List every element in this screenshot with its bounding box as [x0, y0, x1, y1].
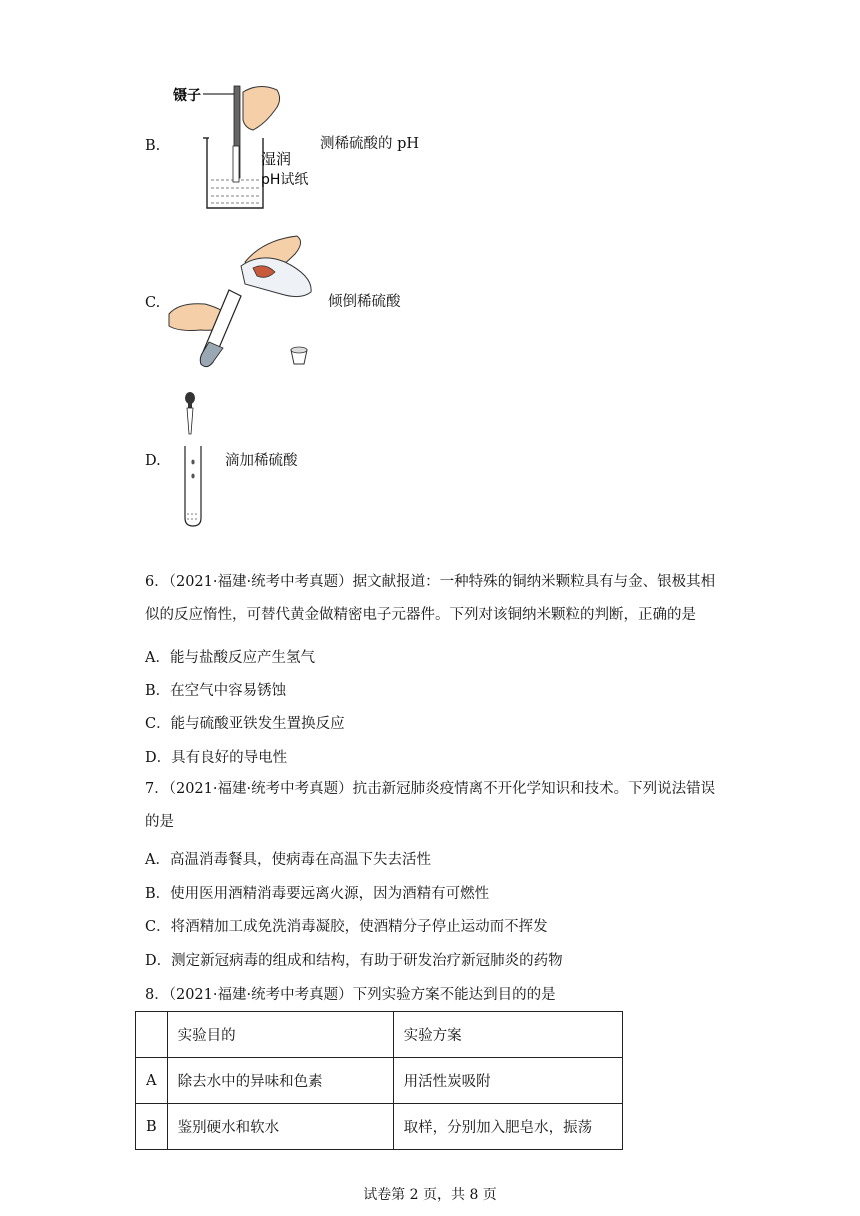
dropping-acid-figure	[175, 390, 215, 530]
table-row	[136, 1058, 623, 1104]
ph-test-figure	[165, 80, 309, 210]
q7-option-d: D．测定新冠病毒的组成和结构，有助于研发治疗新冠肺炎的药物	[145, 953, 563, 969]
pouring-acid-figure	[165, 232, 325, 372]
question-8-stem: 8．（2021·福建·统考中考真题）下列实验方案不能达到目的的是	[145, 987, 556, 1003]
q5-option-c-caption: 倾倒稀硫酸	[328, 294, 401, 310]
q7-option-b: B．使用医用酒精消毒要远离火源，因为酒精有可燃性	[145, 886, 490, 902]
table-header-cell: 实验方案	[393, 1012, 622, 1058]
ph-paper-label-2: pH试纸	[261, 172, 309, 188]
q6-option-b: B．在空气中容易锈蚀	[145, 683, 287, 699]
experiment-table	[135, 1011, 623, 1150]
q5-option-c-label: C.	[145, 295, 161, 311]
question-7-stem: 7．（2021·福建·统考中考真题）抗击新冠肺炎疫情离不开化学知识和技术。下列说法错误的是	[145, 781, 716, 830]
table-row	[136, 1104, 623, 1150]
q6-option-a: A．能与盐酸反应产生氢气	[145, 650, 315, 666]
table-cell: A	[136, 1058, 168, 1104]
table-cell: 取样，分别加入肥皂水，振荡	[393, 1104, 622, 1150]
table-cell: B	[136, 1104, 168, 1150]
table-cell: 除去水中的异味和色素	[167, 1058, 393, 1104]
table-header-cell	[136, 1012, 168, 1058]
q7-option-c: C．将酒精加工成免洗消毒凝胶，使酒精分子停止运动而不挥发	[145, 919, 548, 935]
page-footer: 试卷第 2 页，共 8 页	[363, 1187, 497, 1203]
table-cell: 用活性炭吸附	[393, 1058, 622, 1104]
q5-option-b-caption: 测稀硫酸的 pH	[320, 136, 420, 152]
q6-option-d: D．具有良好的导电性	[145, 750, 288, 766]
q7-option-a: A．高温消毒餐具，使病毒在高温下失去活性	[145, 852, 431, 868]
q5-option-d-caption: 滴加稀硫酸	[225, 453, 298, 469]
q5-option-b-label: B.	[145, 138, 161, 154]
question-6-stem: 6．（2021·福建·统考中考真题）据文献报道：一种特殊的铜纳米颗粒具有与金、银极其相似的反应惰性，可替代黄金做精密电子元器件。下列对该铜纳米颗粒的判断，正确的是	[145, 574, 716, 623]
table-header-cell: 实验目的	[167, 1012, 393, 1058]
tweezers-label: 镊子	[173, 88, 201, 104]
table-header-row	[136, 1012, 623, 1058]
ph-paper-label-1: 湿润	[261, 150, 292, 168]
table-cell: 鉴别硬水和软水	[167, 1104, 393, 1150]
q5-option-d-label: D.	[145, 453, 161, 469]
q6-option-c: C．能与硫酸亚铁发生置换反应	[145, 716, 345, 732]
